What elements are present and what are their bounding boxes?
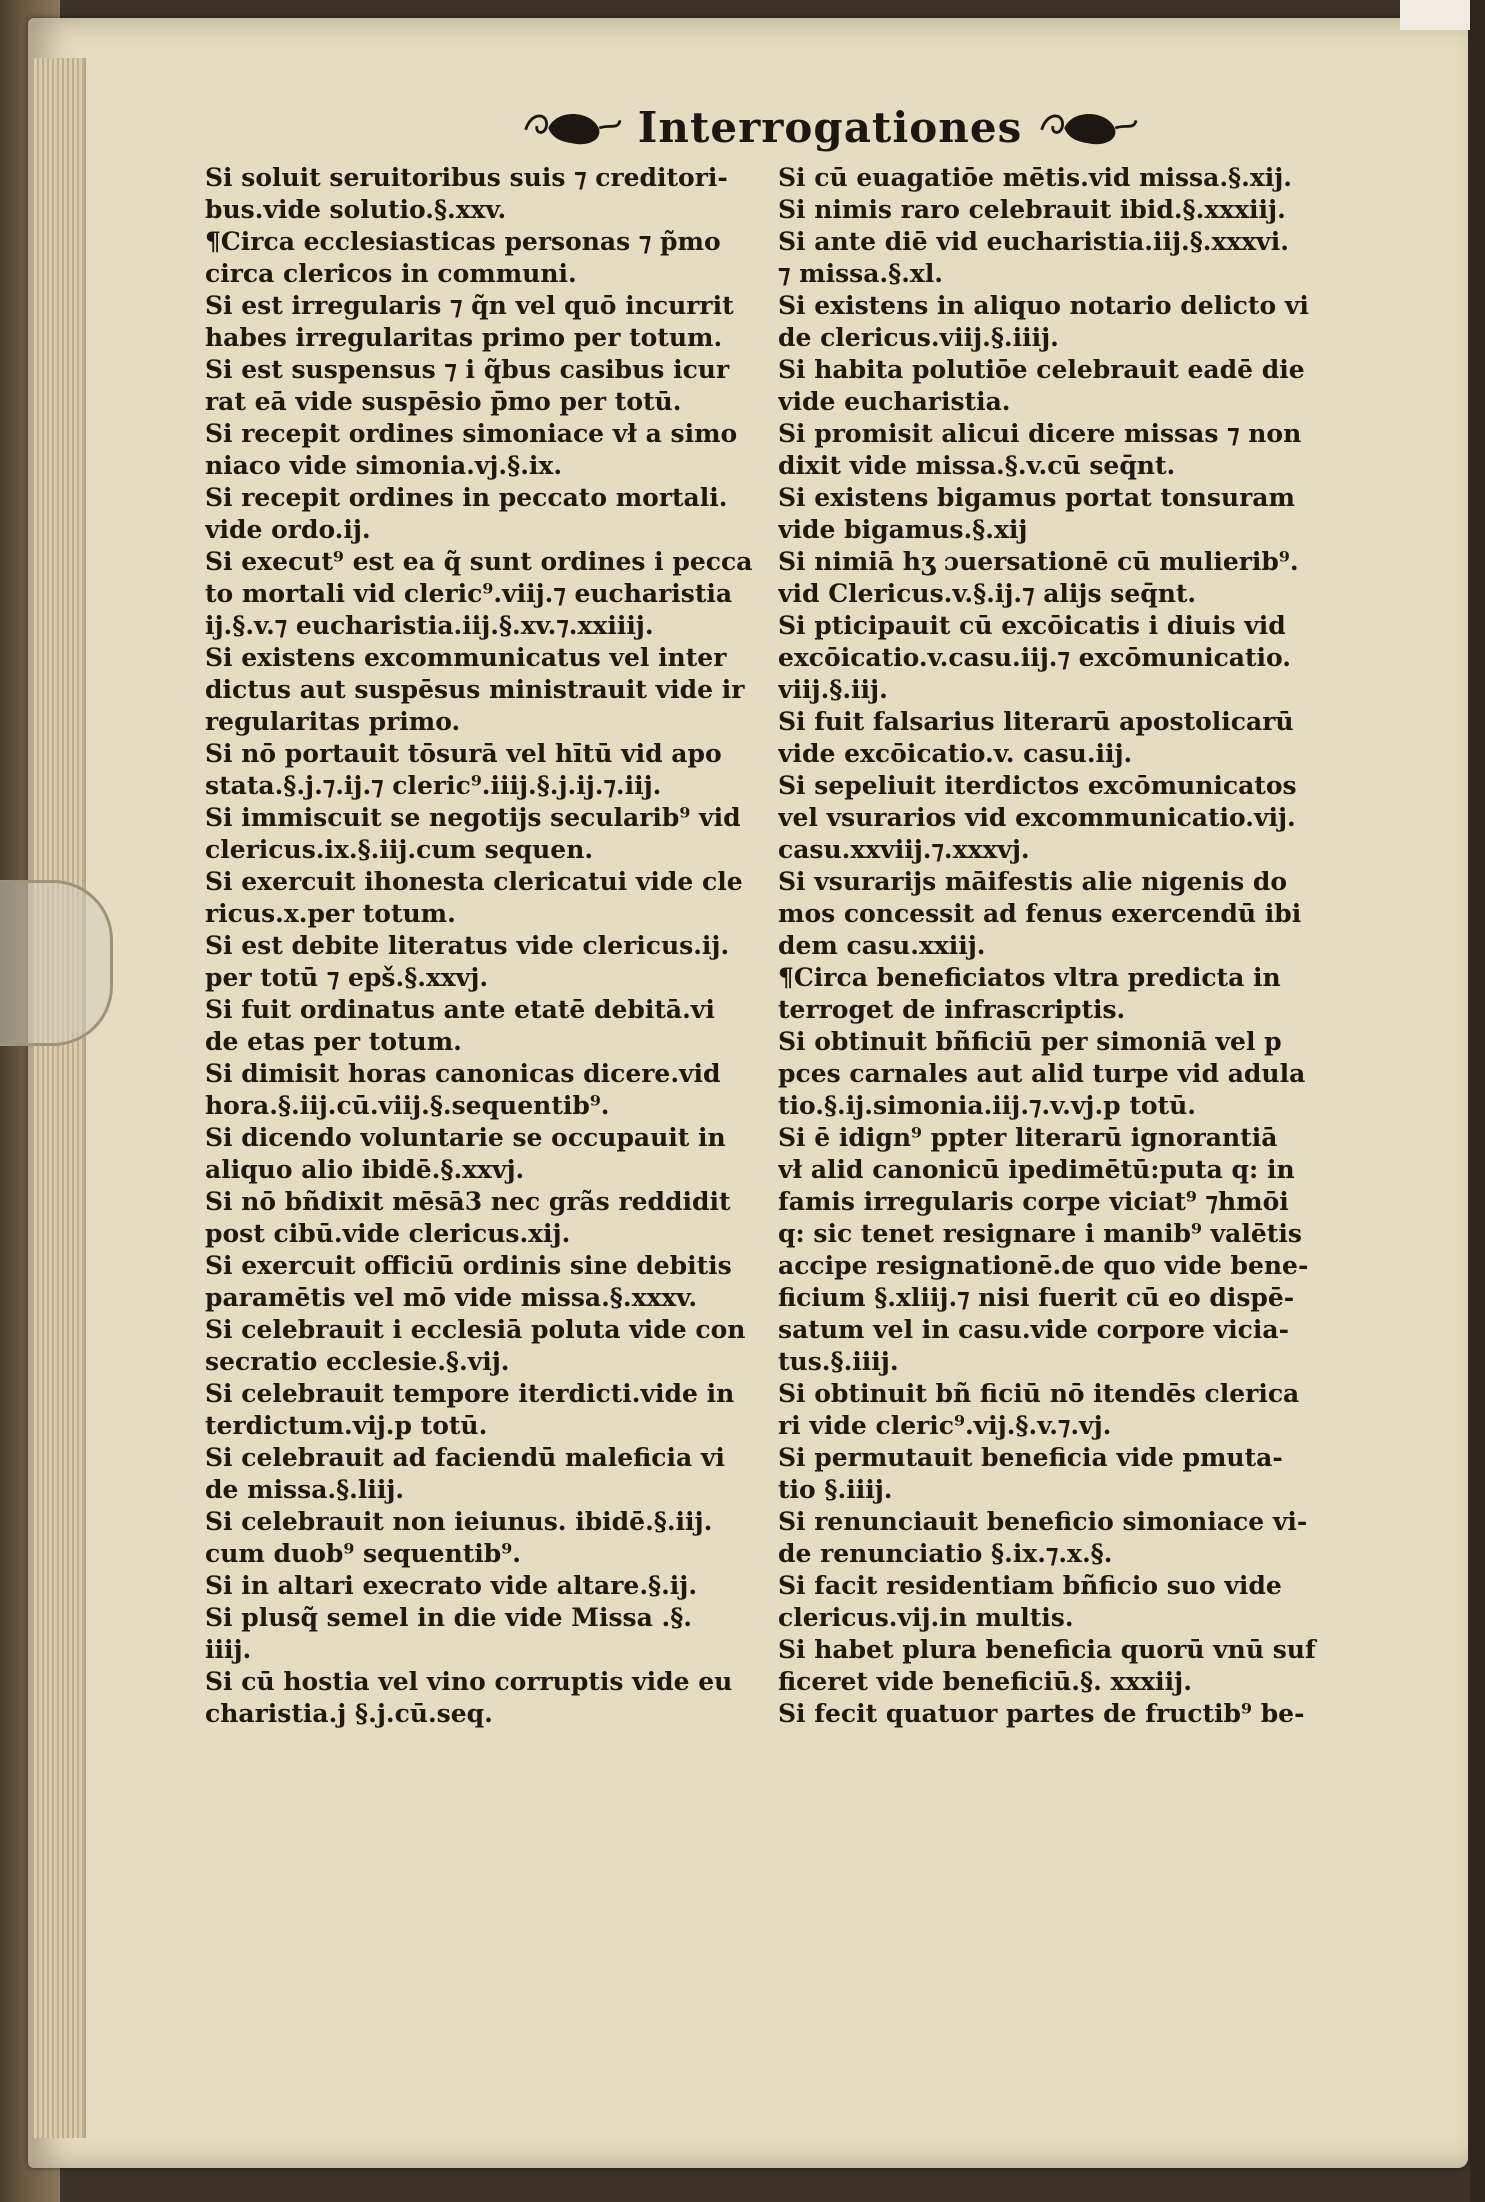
text-line: per totū ⁊ epš.§.xxvj. bbox=[205, 963, 489, 992]
fleuron-icon bbox=[1036, 100, 1140, 154]
running-header bbox=[520, 92, 1140, 162]
text-line: excōicatio.v.casu.iij.⁊ excōmunicatio. bbox=[778, 643, 1291, 672]
text-line: Si execut⁹ est ea q̃ sunt ordines i pecca bbox=[205, 547, 753, 576]
text-line: Si est debite literatus vide clericus.ij. bbox=[205, 931, 730, 960]
text-line: ri vide cleric⁹.vij.§.v.⁊.vj. bbox=[778, 1411, 1112, 1440]
text-line: ⁊ missa.§.xl. bbox=[778, 259, 944, 288]
text-line: vide excōicatio.v. casu.iij. bbox=[778, 739, 1133, 768]
text-line: post cibū.vide clericus.xij. bbox=[205, 1219, 571, 1248]
text-line: de missa.§.liij. bbox=[205, 1475, 405, 1504]
text-line: dictus aut suspēsus ministrauit vide ir bbox=[205, 675, 745, 704]
text-line: cum duob⁹ sequentib⁹. bbox=[205, 1539, 521, 1568]
text-line: Si celebrauit ad faciendū maleficia vi bbox=[205, 1443, 725, 1472]
text-line: iiij. bbox=[205, 1635, 252, 1664]
text-line: hora.§.iij.cū.viij.§.sequentib⁹. bbox=[205, 1091, 610, 1120]
text-line: de renunciatio §.ix.⁊.x.§. bbox=[778, 1539, 1113, 1568]
text-line: charistia.j §.j.cū.seq. bbox=[205, 1699, 493, 1728]
text-line: Si exercuit officiū ordinis sine debitis bbox=[205, 1251, 732, 1280]
text-line: aliquo alio ibidē.§.xxvj. bbox=[205, 1155, 525, 1184]
text-line: Si existens in aliquo notario delicto vi bbox=[778, 291, 1309, 320]
text-line: Si nō portauit tōsurā vel hītū vid apo bbox=[205, 739, 722, 768]
text-line: ricus.x.per totum. bbox=[205, 899, 456, 928]
text-line: tio.§.ij.simonia.iij.⁊.v.vj.p totū. bbox=[778, 1091, 1196, 1120]
text-line: terroget de infrascriptis. bbox=[778, 995, 1126, 1024]
text-line: Si sepeliuit iterdictos excōmunicatos bbox=[778, 771, 1297, 800]
text-line: Si promisit alicui dicere missas ⁊ non bbox=[778, 419, 1302, 448]
text-line: Si habet plura beneficia quorū vnū suf bbox=[778, 1635, 1316, 1664]
text-line: ¶Circa beneficiatos vltra predicta in bbox=[778, 963, 1281, 992]
text-line: Si exercuit ihonesta clericatui vide cle bbox=[205, 867, 743, 896]
text-line: ficium §.xliij.⁊ nisi fuerit cū eo dispē- bbox=[778, 1283, 1295, 1312]
text-line: ij.§.v.⁊ eucharistia.iij.§.xv.⁊.xxiiij. bbox=[205, 611, 654, 640]
text-line: Si habita polutiōe celebrauit eadē die bbox=[778, 355, 1305, 384]
text-line: ¶Circa ecclesiasticas personas ⁊ p̃mo bbox=[205, 227, 721, 256]
text-line: Si recepit ordines simoniace vł a simo bbox=[205, 419, 738, 448]
text-line: Si in altari execrato vide altare.§.ij. bbox=[205, 1571, 698, 1600]
clip-fastener bbox=[0, 880, 113, 1046]
text-line: tio §.iiij. bbox=[778, 1475, 893, 1504]
text-line: Si fuit ordinatus ante etatē debitā.vi bbox=[205, 995, 715, 1024]
text-line: clericus.vij.in multis. bbox=[778, 1603, 1074, 1632]
text-line: de etas per totum. bbox=[205, 1027, 462, 1056]
text-line: accipe resignationē.de quo vide bene- bbox=[778, 1251, 1309, 1280]
text-line: stata.§.j.⁊.ij.⁊ cleric⁹.iiij.§.j.ij.⁊.iij. bbox=[205, 771, 662, 800]
text-line: Si soluit seruitoribus suis ⁊ creditori- bbox=[205, 163, 728, 192]
text-line: rat eā vide suspēsio p̄mo per totū. bbox=[205, 387, 682, 416]
text-line: bus.vide solutio.§.xxv. bbox=[205, 195, 507, 224]
text-line: Si nō bñdixit mēsā3 nec grãs reddidit bbox=[205, 1187, 731, 1216]
text-line: vide eucharistia. bbox=[778, 387, 1011, 416]
text-line: ficeret vide beneficiū.§. xxxiij. bbox=[778, 1667, 1192, 1696]
text-line: Si renunciauit beneficio simoniace vi- bbox=[778, 1507, 1308, 1536]
text-line: mos concessit ad fenus exercendū ibi bbox=[778, 899, 1302, 928]
text-line: Si facit residentiam bñficio suo vide bbox=[778, 1571, 1282, 1600]
text-line: Si existens bigamus portat tonsuram bbox=[778, 483, 1295, 512]
text-line: Si celebrauit i ecclesiā poluta vide con bbox=[205, 1315, 746, 1344]
fleuron-icon bbox=[520, 100, 624, 154]
text-line: Si vsurarijs māifestis alie nigenis do bbox=[778, 867, 1288, 896]
text-line: Si cū hostia vel vino corruptis vide eu bbox=[205, 1667, 733, 1696]
text-line: vide bigamus.§.xij bbox=[778, 515, 1028, 544]
text-line: vel vsurarios vid excommunicatio.vij. bbox=[778, 803, 1296, 832]
text-line: pces carnales aut alid turpe vid adula bbox=[778, 1059, 1306, 1088]
text-line: q: sic tenet resignare i manib⁹ valētis bbox=[778, 1219, 1302, 1248]
text-line: vid Clericus.v.§.ij.⁊ alijs seq̄nt. bbox=[778, 579, 1197, 608]
text-line: Si nimiā hʒ ɔuersationē cū mulierib⁹. bbox=[778, 547, 1299, 576]
right-shadow bbox=[1470, 0, 1485, 2202]
text-line: Si fecit quatuor partes de fructib⁹ be- bbox=[778, 1699, 1305, 1728]
text-line: Si est suspensus ⁊ i q̃bus casibus icur bbox=[205, 355, 730, 384]
text-line: terdictum.vij.p totū. bbox=[205, 1411, 488, 1440]
text-line: habes irregularitas primo per totum. bbox=[205, 323, 723, 352]
text-line: viij.§.iij. bbox=[778, 675, 888, 704]
text-line: Si fuit falsarius literarū apostolicarū bbox=[778, 707, 1294, 736]
text-line: tus.§.iiij. bbox=[778, 1347, 899, 1376]
right-column bbox=[778, 162, 1348, 1730]
text-line: vide ordo.ij. bbox=[205, 515, 371, 544]
text-line: Si plusq̃ semel in die vide Missa .§. bbox=[205, 1603, 692, 1632]
text-line: clericus.ix.§.iij.cum sequen. bbox=[205, 835, 594, 864]
text-line: paramētis vel mō vide missa.§.xxxv. bbox=[205, 1283, 698, 1312]
text-line: Si dimisit horas canonicas dicere.vid bbox=[205, 1059, 721, 1088]
text-line: vł alid canonicū ipedimētū:puta q: in bbox=[778, 1155, 1295, 1184]
text-line: Si ē idign⁹ ppter literarū ignorantiā bbox=[778, 1123, 1278, 1152]
text-line: regularitas primo. bbox=[205, 707, 461, 736]
text-line: dem casu.xxiij. bbox=[778, 931, 986, 960]
text-line: Si obtinuit bñficiū per simoniā vel p bbox=[778, 1027, 1282, 1056]
text-line: secratio ecclesie.§.vij. bbox=[205, 1347, 510, 1376]
text-line: Si celebrauit non ieiunus. ibidē.§.iij. bbox=[205, 1507, 713, 1536]
text-line: niaco vide simonia.vj.§.ix. bbox=[205, 451, 563, 480]
text-line: de clericus.viij.§.iiij. bbox=[778, 323, 1059, 352]
text-line: dixit vide missa.§.v.cū seq̄nt. bbox=[778, 451, 1176, 480]
text-line: Si existens excommunicatus vel inter bbox=[205, 643, 727, 672]
text-line: Si ante diē vid eucharistia.iij.§.xxxvi. bbox=[778, 227, 1289, 256]
text-line: Si est irregularis ⁊ q̃n vel quō incurrit bbox=[205, 291, 734, 320]
text-line: Si dicendo voluntarie se occupauit in bbox=[205, 1123, 726, 1152]
text-line: circa clericos in communi. bbox=[205, 259, 577, 288]
page-stack-edges bbox=[34, 58, 86, 2138]
text-line: Si immiscuit se negotijs secularib⁹ vid bbox=[205, 803, 741, 832]
text-line: casu.xxviij.⁊.xxxvj. bbox=[778, 835, 1030, 864]
text-line: Si recepit ordines in peccato mortali. bbox=[205, 483, 728, 512]
text-line: Si nimis raro celebrauit ibid.§.xxxiij. bbox=[778, 195, 1286, 224]
text-line: Si cū euagatiōe mētis.vid missa.§.xij. bbox=[778, 163, 1292, 192]
text-line: satum vel in casu.vide corpore vicia- bbox=[778, 1315, 1289, 1344]
text-line: Si permutauit beneficia vide pmuta- bbox=[778, 1443, 1283, 1472]
text-line: Si pticipauit cū excōicatis i diuis vid bbox=[778, 611, 1286, 640]
left-column bbox=[205, 162, 777, 1730]
text-line: famis irregularis corpe viciat⁹ ⁊hmōi bbox=[778, 1187, 1289, 1216]
text-line: Si obtinuit bñ ficiū nō itendēs clerica bbox=[778, 1379, 1300, 1408]
text-line: Si celebrauit tempore iterdicti.vide in bbox=[205, 1379, 735, 1408]
header-title: Interrogationes bbox=[637, 102, 1023, 152]
text-line: to mortali vid cleric⁹.viij.⁊ eucharistia bbox=[205, 579, 733, 608]
